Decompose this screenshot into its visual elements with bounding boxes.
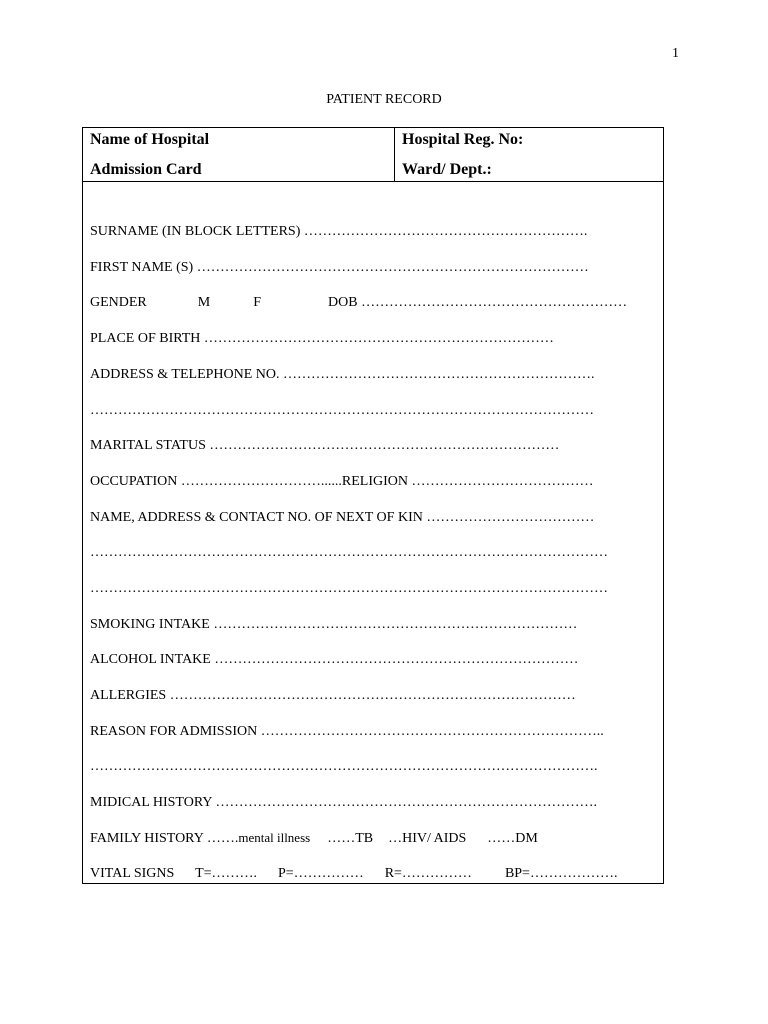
gender-option-m[interactable]: M [197, 295, 211, 310]
next-of-kin-continuation-2[interactable]: ………………………………………………………………………………………………… [90, 581, 608, 596]
reason-for-admission-field[interactable]: REASON FOR ADMISSION ……………………………………………………………….. [90, 724, 604, 739]
smoking-intake-field[interactable]: SMOKING INTAKE …………………………………………………………………… [90, 617, 578, 632]
hospital-name-label: Name of Hospital [90, 131, 210, 148]
alcohol-intake-field[interactable]: ALCOHOL INTAKE …………………………………………………………………… [90, 652, 579, 667]
family-history-mental-illness[interactable]: mental illness [238, 830, 311, 845]
vital-sign-respiration[interactable]: R=…………… [384, 866, 472, 881]
page-title: PATIENT RECORD [326, 92, 442, 107]
hospital-reg-no-label: Hospital Reg. No: [402, 131, 524, 148]
admission-card-label: Admission Card [90, 161, 202, 178]
header-divider [394, 128, 395, 181]
allergies-field[interactable]: ALLERGIES …………………………………………………………………………… [90, 688, 576, 703]
vital-signs-row [90, 866, 617, 882]
dob-field[interactable]: DOB ………………………………………………… [328, 295, 628, 310]
address-continuation-field[interactable]: ……………………………………………………………………………………………… [90, 403, 594, 418]
form-header [83, 128, 663, 182]
family-history-tb[interactable]: ……TB [327, 831, 374, 846]
occupation-religion-field[interactable]: OCCUPATION …………………………......RELIGION ………………………………… [90, 474, 594, 489]
gender-option-f[interactable]: F [253, 295, 262, 310]
reason-continuation-field[interactable]: ………………………………………………………………………………………………. [90, 759, 598, 774]
first-name-field[interactable]: FIRST NAME (S) ………………………………………………………………………… [90, 260, 589, 275]
medical-history-field[interactable]: MIDICAL HISTORY ………………………………………………………………………. [90, 795, 597, 810]
vital-signs-label: VITAL SIGNS [90, 866, 175, 881]
ward-dept-label: Ward/ Dept.: [402, 161, 492, 178]
next-of-kin-continuation-1[interactable]: ………………………………………………………………………………………………… [90, 545, 608, 560]
vital-sign-blood-pressure[interactable]: BP=………………. [504, 866, 618, 881]
marital-status-field[interactable]: MARITAL STATUS ………………………………………………………………… [90, 438, 560, 453]
family-history-hiv-aids[interactable]: …HIV/ AIDS [388, 831, 467, 846]
address-field[interactable]: ADDRESS & TELEPHONE NO. …………………………………………………………. [90, 367, 595, 382]
vital-sign-pulse[interactable]: P=…………… [278, 866, 364, 881]
next-of-kin-field[interactable]: NAME, ADDRESS & CONTACT NO. OF NEXT OF KIN ……………………………… [90, 510, 595, 525]
family-history-label: FAMILY HISTORY ……. [90, 831, 239, 846]
family-history-dm[interactable]: ……DM [487, 831, 538, 846]
patient-record-form [82, 127, 664, 884]
place-of-birth-field[interactable]: PLACE OF BIRTH ………………………………………………………………… [90, 331, 554, 346]
surname-field[interactable]: SURNAME (IN BLOCK LETTERS) ……………………………………………………. [90, 224, 588, 239]
family-history-row [90, 830, 538, 847]
gender-label: GENDER [90, 295, 147, 310]
vital-sign-temperature[interactable]: T=………. [195, 866, 258, 881]
page-number: 1 [672, 46, 679, 61]
gender-dob-row [90, 295, 627, 311]
